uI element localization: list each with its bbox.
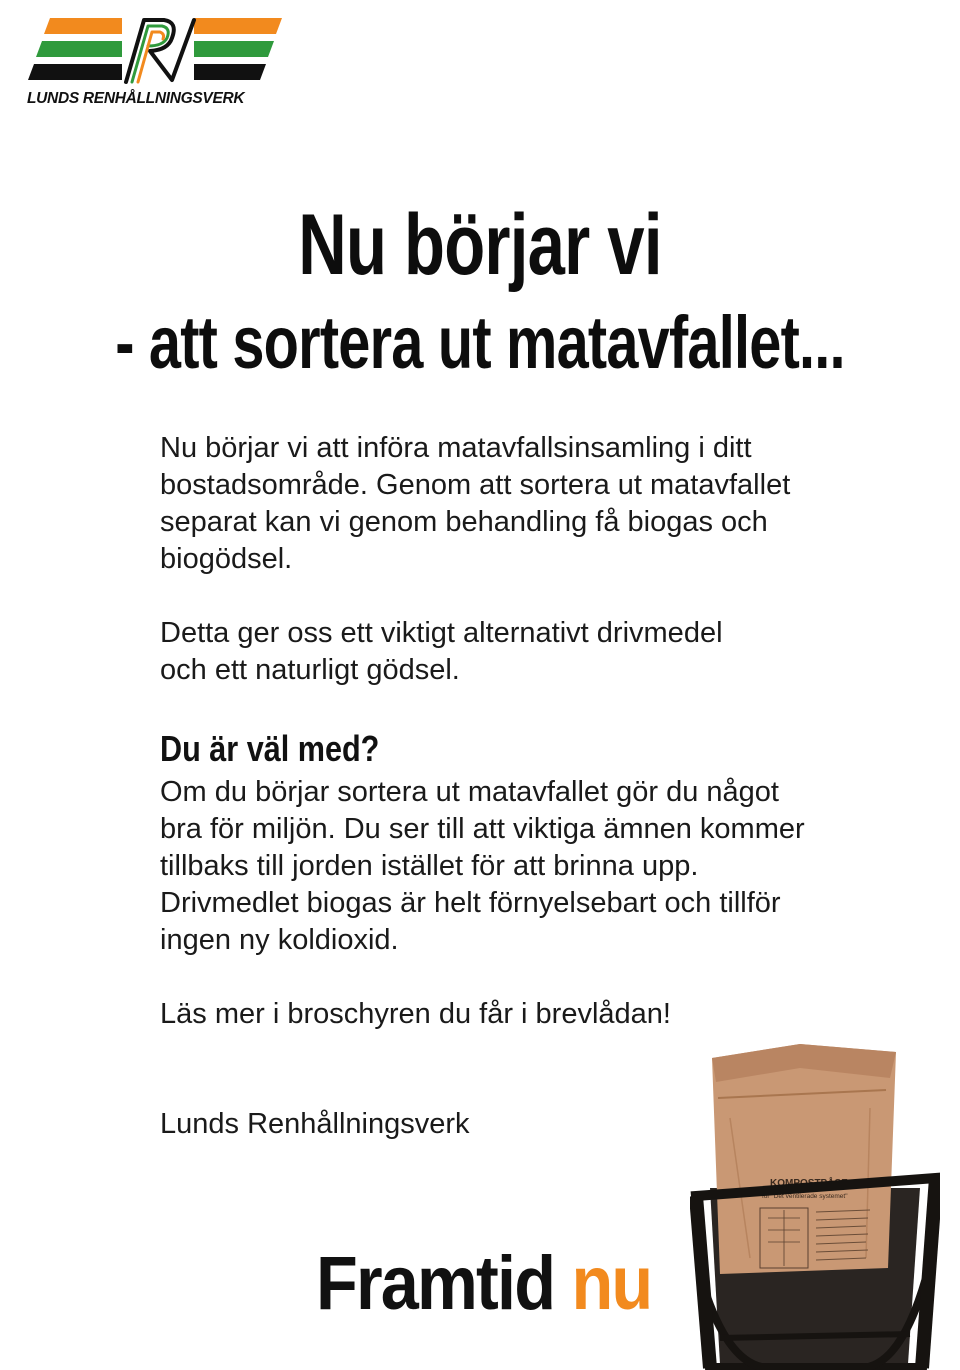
company-logo [22,14,292,114]
text-line: ingen ny koldioxid. [160,924,399,956]
more-info-text: Läs mer i broschyren du får i brevlådan! [160,998,671,1030]
tagline-word-2: nu [571,1241,652,1326]
headline-line-2: - att sortera ut matavfallet... [115,301,845,384]
intro-paragraph [160,430,880,578]
lr-monogram-stripes-icon [22,14,292,90]
question-paragraph [160,774,880,959]
compost-bag-in-basket-icon [690,1038,940,1370]
signature: Lunds Renhållningsverk [160,1108,470,1140]
text-line: Drivmedlet biogas är helt förnyelsebart och tillför [160,887,781,919]
text-line: bostadsområde. Genom att sortera ut matavfallet [160,469,791,501]
benefit-paragraph [160,615,880,689]
headline-line-1: Nu börjar vi [298,197,662,293]
text-line: separat kan vi genom behandling få biogas och [160,506,768,538]
text-line: tillbaks till jorden istället för att brinna upp. [160,850,699,882]
tagline [316,1240,651,1327]
question-heading: Du är väl med? [160,728,380,769]
compost-bag-photo [690,1038,940,1370]
bag-sublabel: för "Det ventilerade systemet" [762,1193,848,1200]
text-line: biogödsel. [160,543,293,575]
logo-text: LUNDS RENHÅLLNINGSVERK [27,90,245,107]
bag-label: KOMPOSTPÅSE [770,1178,848,1189]
text-line: Detta ger oss ett viktigt alternativt drivmedel [160,617,723,649]
text-line: bra för miljön. Du ser till att viktiga ämnen kommer [160,813,805,845]
text-line: och ett naturligt gödsel. [160,654,460,686]
tagline-word-1: Framtid [316,1241,555,1326]
text-line: Om du börjar sortera ut matavfallet gör du något [160,776,779,808]
text-line: Nu börjar vi att införa matavfallsinsamling i ditt [160,432,752,464]
